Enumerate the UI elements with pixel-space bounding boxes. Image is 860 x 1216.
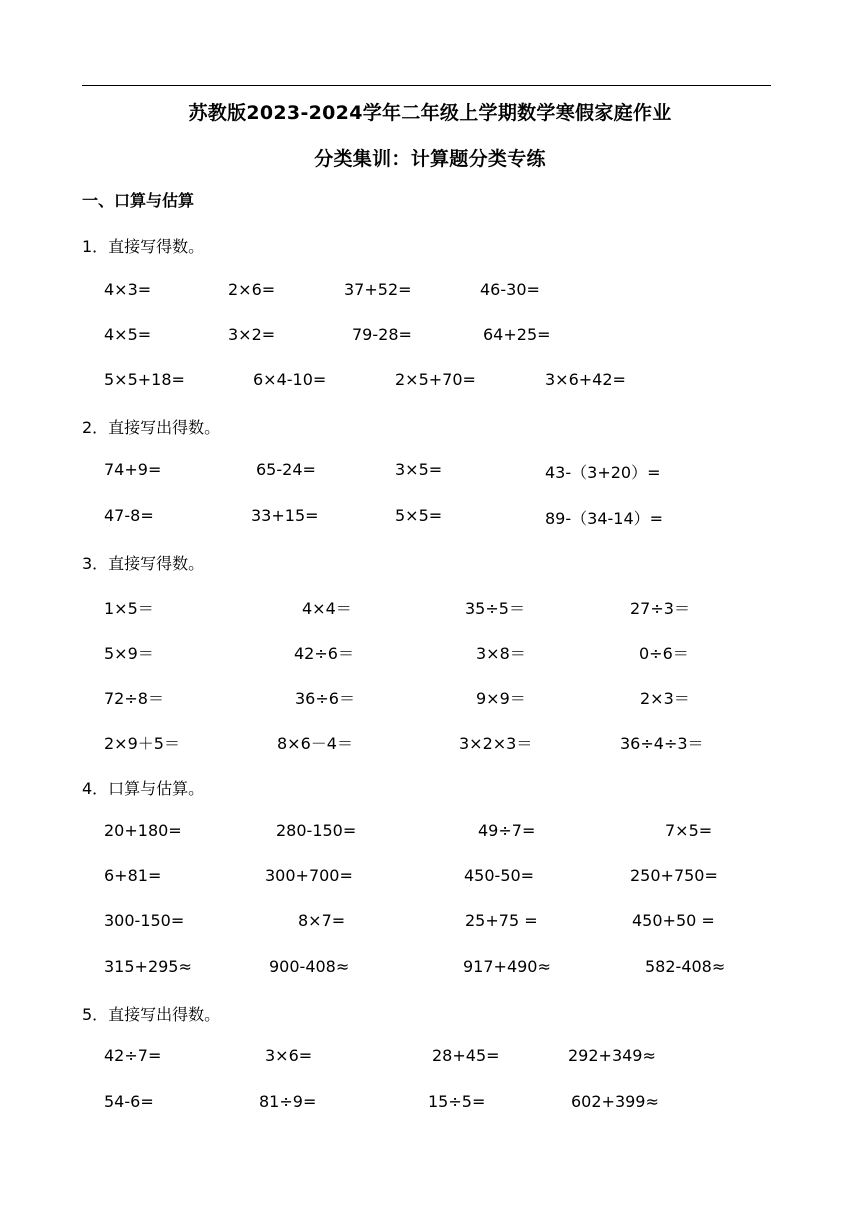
problem: 2×3＝ [640, 689, 690, 708]
header-rule [82, 85, 771, 86]
problem: 74+9= [104, 460, 162, 479]
problem: 54-6= [104, 1092, 154, 1111]
problem: 36÷4÷3＝ [620, 734, 704, 753]
section-heading: 一、口算与估算 [82, 191, 195, 210]
problem: 300-150= [104, 911, 185, 930]
problem: 9×9＝ [476, 689, 526, 708]
problem: 37+52= [344, 280, 412, 299]
problem: 3×6+42= [545, 370, 626, 389]
page-title: 苏教版2023-2024学年二年级上学期数学寒假家庭作业 [188, 102, 672, 124]
problem: 25+75 = [465, 911, 538, 930]
problem: 4×5= [104, 325, 152, 344]
problem: 450-50= [464, 866, 535, 885]
problem: 79-28= [352, 325, 412, 344]
problem: 33+15= [251, 506, 319, 525]
problem: 8×7= [298, 911, 346, 930]
problem: 4×4＝ [302, 599, 352, 618]
page-subtitle: 分类集训：计算题分类专练 [314, 148, 546, 170]
problem: 35÷5＝ [465, 599, 525, 618]
problem: 8×6－4＝ [277, 734, 353, 753]
problem: 300+700= [265, 866, 353, 885]
problem: 3×6= [265, 1046, 313, 1065]
problem: 2×9＋5＝ [104, 734, 180, 753]
problem: 27÷3＝ [630, 599, 690, 618]
problem: 2×6= [228, 280, 276, 299]
problem: 292+349≈ [568, 1046, 656, 1065]
problem: 47-8= [104, 506, 154, 525]
problem: 5×9＝ [104, 644, 154, 663]
problem: 5×5= [395, 506, 443, 525]
problem: 42÷6＝ [294, 644, 354, 663]
problem: 3×2= [228, 325, 276, 344]
question-1-title: 1．直接写得数。 [82, 237, 205, 256]
problem: 89-（34-14）= [545, 509, 664, 528]
problem: 0÷6＝ [639, 644, 689, 663]
problem: 900-408≈ [269, 957, 350, 976]
problem: 4×3= [104, 280, 152, 299]
problem: 1×5＝ [104, 599, 154, 618]
problem: 2×5+70= [395, 370, 476, 389]
problem: 602+399≈ [571, 1092, 659, 1111]
problem: 3×8＝ [476, 644, 526, 663]
problem: 315+295≈ [104, 957, 192, 976]
problem: 5×5+18= [104, 370, 185, 389]
problem: 250+750= [630, 866, 718, 885]
problem: 280-150= [276, 821, 357, 840]
problem: 917+490≈ [463, 957, 551, 976]
problem: 6×4-10= [253, 370, 327, 389]
problem: 3×5= [395, 460, 443, 479]
problem: 64+25= [483, 325, 551, 344]
problem: 7×5= [665, 821, 713, 840]
problem: 15÷5= [428, 1092, 486, 1111]
problem: 6+81= [104, 866, 162, 885]
problem: 72÷8＝ [104, 689, 164, 708]
problem: 81÷9= [259, 1092, 317, 1111]
problem: 28+45= [432, 1046, 500, 1065]
problem: 49÷7= [478, 821, 536, 840]
question-3-title: 3．直接写得数。 [82, 554, 205, 573]
problem: 582-408≈ [645, 957, 726, 976]
problem: 43-（3+20）= [545, 463, 661, 482]
problem: 42÷7= [104, 1046, 162, 1065]
problem: 20+180= [104, 821, 182, 840]
question-4-title: 4．口算与估算。 [82, 779, 205, 798]
problem: 65-24= [256, 460, 316, 479]
problem: 3×2×3＝ [459, 734, 533, 753]
question-5-title: 5．直接写出得数。 [82, 1005, 221, 1024]
problem: 46-30= [480, 280, 540, 299]
problem: 450+50 = [632, 911, 715, 930]
question-2-title: 2．直接写出得数。 [82, 418, 221, 437]
problem: 36÷6＝ [295, 689, 355, 708]
